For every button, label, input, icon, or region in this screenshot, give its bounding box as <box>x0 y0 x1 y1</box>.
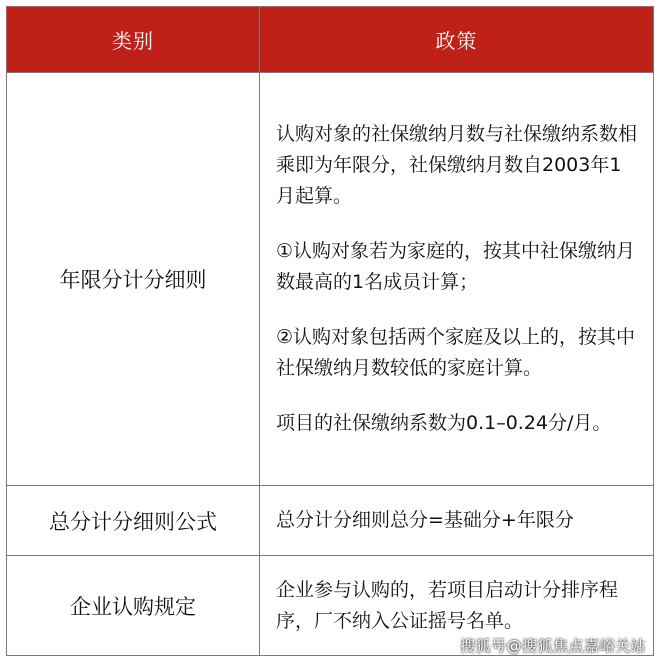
row-1-para-1: 认购对象的社保缴纳月数与社保缴纳系数相乘即为年限分，社保缴纳月数自2003年1月起算。 <box>276 123 638 207</box>
row-3-category: 企业认购规定 <box>7 556 260 655</box>
row-2-policy <box>260 486 653 556</box>
row-3-para-1: 企业参与认购的，若项目启动计分排序程序，厂不纳入公证摇号名单。 <box>276 578 619 632</box>
row-1-policy <box>260 73 653 486</box>
row-2-category: 总分计分细则公式 <box>7 486 260 556</box>
header-category: 类别 <box>7 7 260 73</box>
row-2-para-1: 总分计分细则总分=基础分+年限分 <box>276 509 574 531</box>
source-watermark: 搜狐号@搜狐焦点嘉峪关站 <box>459 637 646 655</box>
row-1-para-2: ①认购对象若为家庭的，按其中社保缴纳月数最高的1名成员计算； <box>276 240 636 293</box>
row-1-para-3: ②认购对象包括两个家庭及以上的，按其中社保缴纳月数较低的家庭计算。 <box>276 326 636 379</box>
policy-table <box>6 6 654 656</box>
header-policy: 政策 <box>260 7 653 73</box>
row-1-para-4: 项目的社保缴纳系数为0.1–0.24分/月。 <box>276 412 612 434</box>
row-1-category: 年限分计分细则 <box>7 73 260 486</box>
